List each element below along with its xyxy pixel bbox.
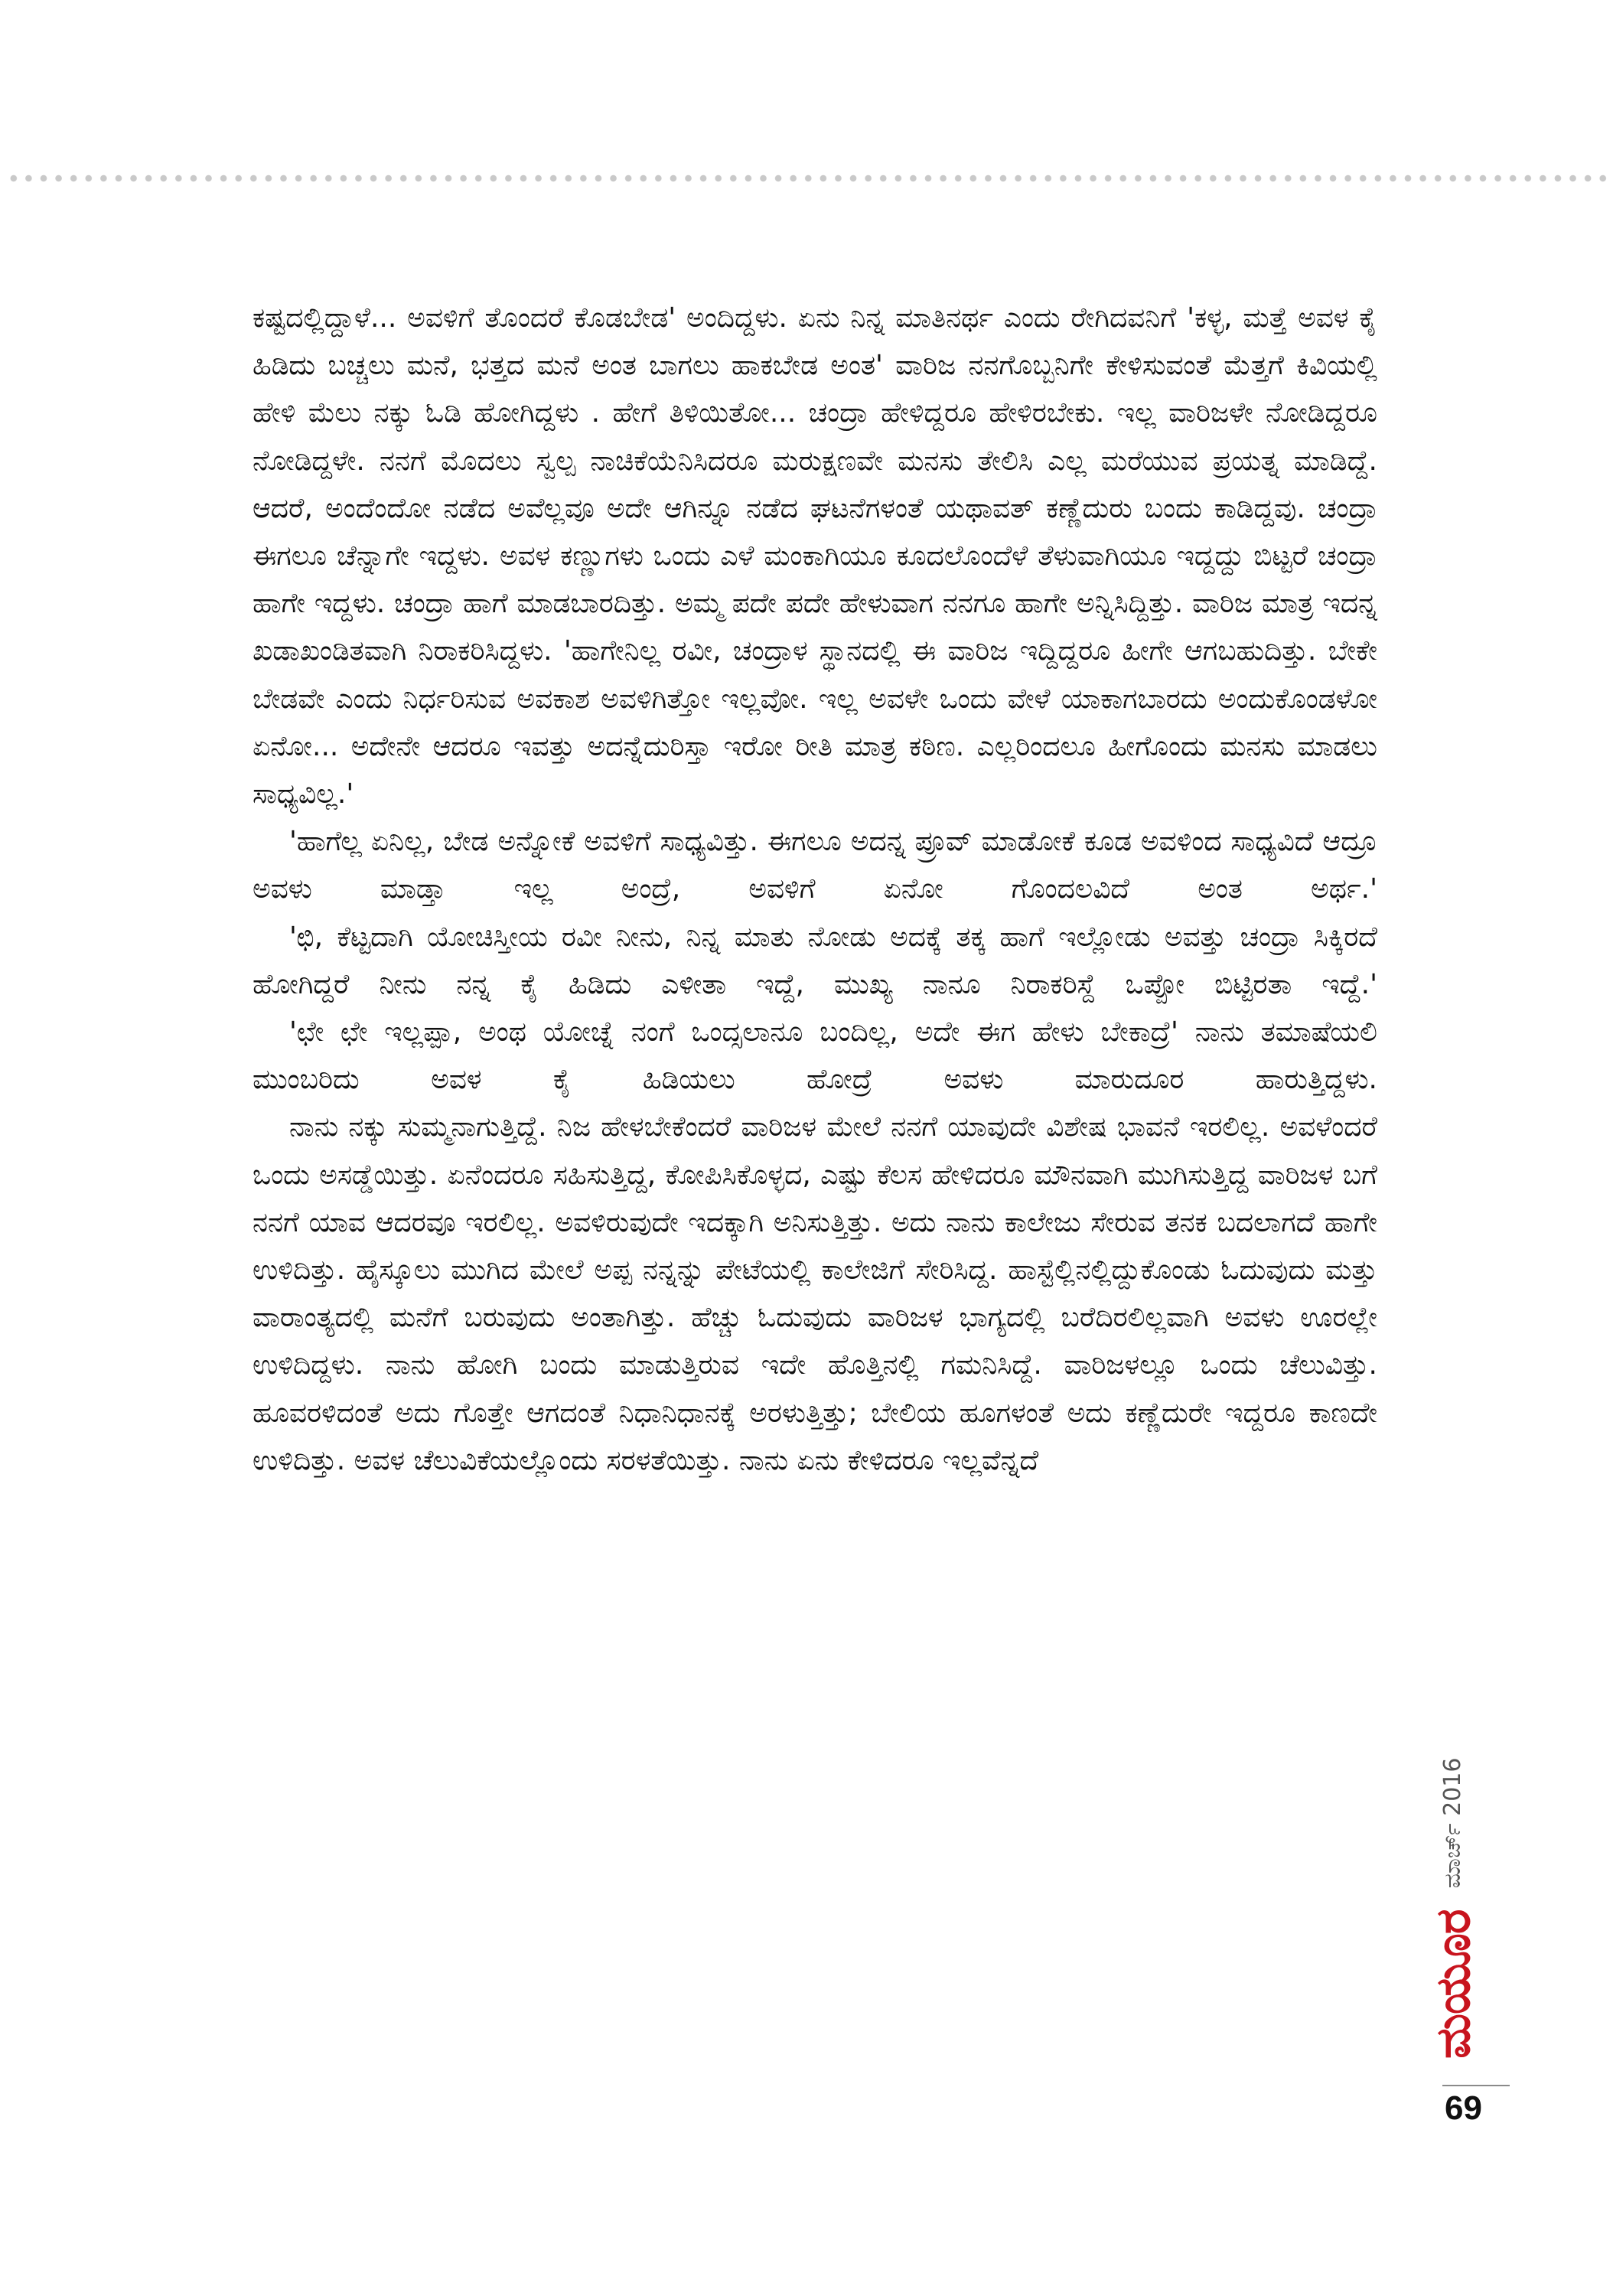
paragraph-4: 'ಛೇ ಛೇ ಇಲ್ಲಪ್ಪಾ, ಅಂಥ ಯೋಚ್ನೆ ನಂಗೆ ಒಂದ್ಸಲಾನೂ ಬಂದಿಲ್ಲ, ಅದೇ ಈಗ ಹೇಳು ಬೇಕಾದ್ರೆ' ನಾನು ತಮಾಷೆಯಲಿ ಮುಂಬರಿದು ಅವಳ ಕೈ ಹಿಡಿಯಲು ಹೋದ್ರೆ ಅವಳು ಮಾರುದೂರ ಹಾರುತ್ತಿದ್ದಳು. <box>253 1016 1377 1096</box>
paragraph-1: ಕಷ್ಟದಲ್ಲಿದ್ದಾಳೆ... ಅವಳಿಗೆ ತೊಂದರೆ ಕೊಡಬೇಡ' ಅಂದಿದ್ದಳು. ಏನು ನಿನ್ನ ಮಾತಿನರ್ಥ ಎಂದು ರೇಗಿದವನಿಗೆ 'ಕಳ್ಳ, ಮತ್ತೆ ಅವಳ ಕೈ ಹಿಡಿದು ಬಚ್ಚಲು ಮನೆ, ಭತ್ತದ ಮನೆ ಅಂತ ಬಾಗಲು ಹಾಕಬೇಡ ಅಂತ' ವಾರಿಜ ನನಗೊಬ್ಬನಿಗೇ ಕೇಳಿಸುವಂತೆ ಮೆತ್ತಗೆ ಕಿವಿಯಲ್ಲಿ ಹೇಳಿ ಮೆಲು ನಕ್ಕು ಓಡಿ ಹೋಗಿದ್ದಳು . ಹೇಗೆ ತಿಳಿಯಿತೋ... ಚಂದ್ರಾ ಹೇಳಿದ್ದರೂ ಹೇಳಿರಬೇಕು. ಇಲ್ಲ ವಾರಿಜಳೇ ನೋಡಿದ್ದರೂ ನೋಡಿದ್ದಳೇ. ನನಗೆ ಮೊದಲು ಸ್ವಲ್ಪ ನಾಚಿಕೆಯೆನಿಸಿದರೂ ಮರುಕ್ಷಣವೇ ಮನಸು ತೇಲಿಸಿ ಎಲ್ಲ ಮರೆಯುವ ಪ್ರಯತ್ನ ಮಾಡಿದ್ದೆ. ಆದರೆ, ಅಂದೆಂದೋ ನಡೆದ ಅವೆಲ್ಲವೂ ಅದೇ ಆಗಿನ್ನೂ ನಡೆದ ಘಟನೆಗಳಂತೆ ಯಥಾವತ್ ಕಣ್ಣೆದುರು ಬಂದು ಕಾಡಿದ್ದವು. ಚಂದ್ರಾ ಈಗಲೂ ಚೆನ್ನಾಗೇ ಇದ್ದಳು. ಅವಳ ಕಣ್ಣುಗಳು ಒಂದು ಎಳೆ ಮಂಕಾಗಿಯೂ ಕೂದಲೊಂದೆಳೆ ತೆಳುವಾಗಿಯೂ ಇದ್ದದ್ದು ಬಿಟ್ಟರೆ ಚಂದ್ರಾ ಹಾಗೇ ಇದ್ದಳು. ಚಂದ್ರಾ ಹಾಗೆ ಮಾಡಬಾರದಿತ್ತು. ಅಮ್ಮ ಪದೇ ಪದೇ ಹೇಳುವಾಗ ನನಗೂ ಹಾಗೇ ಅನ್ನಿಸಿದ್ದಿತ್ತು. ವಾರಿಜ ಮಾತ್ರ ಇದನ್ನ ಖಡಾಖಂಡಿತವಾಗಿ ನಿರಾಕರಿಸಿದ್ದಳು. 'ಹಾಗೇನಿಲ್ಲ ರವೀ, ಚಂದ್ರಾಳ ಸ್ಥಾನದಲ್ಲಿ ಈ ವಾರಿಜ ಇದ್ದಿದ್ದರೂ ಹೀಗೇ ಆಗಬಹುದಿತ್ತು. ಬೇಕೇ ಬೇಡವೇ ಎಂದು ನಿರ್ಧರಿಸುವ ಅವಕಾಶ ಅವಳಿಗಿತ್ತೋ ಇಲ್ಲವೋ. ಇಲ್ಲ ಅವಳೇ ಒಂದು ವೇಳೆ ಯಾಕಾಗಬಾರದು ಅಂದುಕೊಂಡಳೋ ಏನೋ... ಅದೇನೇ ಆದರೂ ಇವತ್ತು ಅದನ್ನೆದುರಿಸ್ತಾ ಇರೋ ರೀತಿ ಮಾತ್ರ ಕಠಿಣ. ಎಲ್ಲರಿಂದಲೂ ಹೀಗೊಂದು ಮನಸು ಮಾಡಲು ಸಾಧ್ಯವಿಲ್ಲ.' <box>253 302 1377 810</box>
paragraph-3: 'ಛಿ, ಕೆಟ್ಟದಾಗಿ ಯೋಚಿಸ್ತೀಯ ರವೀ ನೀನು, ನಿನ್ನ ಮಾತು ನೋಡು ಅದಕ್ಕೆ ತಕ್ಕ ಹಾಗೆ ಇಲ್ಲೋಡು ಅವತ್ತು ಚಂದ್ರಾ ಸಿಕ್ಕಿರದೆ ಹೋಗಿದ್ದರೆ ನೀನು ನನ್ನ ಕೈ ಹಿಡಿದು ಎಳೀತಾ ಇದ್ದೆ, ಮುಖ್ಯ ನಾನೂ ನಿರಾಕರಿಸ್ದೆ ಒಪ್ಪೋ ಬಿಟ್ಟಿರತಾ ಇದ್ದೆ.' <box>253 921 1377 1000</box>
paragraph-2: 'ಹಾಗೆಲ್ಲ ಏನಿಲ್ಲ, ಬೇಡ ಅನ್ನೋಕೆ ಅವಳಿಗೆ ಸಾಧ್ಯವಿತ್ತು. ಈಗಲೂ ಅದನ್ನ ಪ್ರೂವ್ ಮಾಡೋಕೆ ಕೂಡ ಅವಳಿಂದ ಸಾಧ್ಯವಿದೆ ಆದ್ರೂ ಅವಳು ಮಾಡ್ತಾ ಇಲ್ಲ ಅಂದ್ರೆ, ಅವಳಿಗೆ ಏನೋ ಗೊಂದಲವಿದೆ ಅಂತ ಅರ್ಥ.' <box>253 826 1377 905</box>
page-number-rule <box>1442 2085 1510 2086</box>
sidebar-meta <box>1425 1757 1514 2074</box>
magazine-masthead: ಮಯೂರ <box>1425 1910 1481 2059</box>
paragraph-5: ನಾನು ನಕ್ಕು ಸುಮ್ಮನಾಗುತ್ತಿದ್ದೆ. ನಿಜ ಹೇಳಬೇಕೆಂದರೆ ವಾರಿಜಳ ಮೇಲೆ ನನಗೆ ಯಾವುದೇ ವಿಶೇಷ ಭಾವನೆ ಇರಲಿಲ್ಲ. ಅವಳೆಂದರೆ ಒಂದು ಅಸಡ್ಡೆಯಿತ್ತು. ಏನೆಂದರೂ ಸಹಿಸುತ್ತಿದ್ದ, ಕೋಪಿಸಿಕೊಳ್ಳದ, ಎಷ್ಟು ಕೆಲಸ ಹೇಳಿದರೂ ಮೌನವಾಗಿ ಮುಗಿಸುತ್ತಿದ್ದ ವಾರಿಜಳ ಬಗೆ ನನಗೆ ಯಾವ ಆದರವೂ ಇರಲಿಲ್ಲ. ಅವಳಿರುವುದೇ ಇದಕ್ಕಾಗಿ ಅನಿಸುತ್ತಿತ್ತು. ಅದು ನಾನು ಕಾಲೇಜು ಸೇರುವ ತನಕ ಬದಲಾಗದೆ ಹಾಗೇ ಉಳಿದಿತ್ತು. ಹೈಸ್ಕೂಲು ಮುಗಿದ ಮೇಲೆ ಅಪ್ಪ ನನ್ನನ್ನು ಪೇಟೆಯಲ್ಲಿ ಕಾಲೇಜಿಗೆ ಸೇರಿಸಿದ್ದ. ಹಾಸ್ಟೆಲ್ಲಿನಲ್ಲಿದ್ದುಕೊಂಡು ಓದುವುದು ಮತ್ತು ವಾರಾಂತ್ಯದಲ್ಲಿ ಮನೆಗೆ ಬರುವುದು ಅಂತಾಗಿತ್ತು. ಹೆಚ್ಚು ಓದುವುದು ವಾರಿಜಳ ಭಾಗ್ಯದಲ್ಲಿ ಬರೆದಿರಲಿಲ್ಲವಾಗಿ ಅವಳು ಊರಲ್ಲೇ ಉಳಿದಿದ್ದಳು. ನಾನು ಹೋಗಿ ಬಂದು ಮಾಡುತ್ತಿರುವ ಇದೇ ಹೊತ್ತಿನಲ್ಲಿ ಗಮನಿಸಿದ್ದೆ. ವಾರಿಜಳಲ್ಲೂ ಒಂದು ಚೆಲುವಿತ್ತು. ಹೂವರಳಿದಂತೆ ಅದು ಗೊತ್ತೇ ಆಗದಂತೆ ನಿಧಾನಿಧಾನಕ್ಕೆ ಅರಳುತ್ತಿತ್ತು; ಬೇಲಿಯ ಹೂಗಳಂತೆ ಅದು ಕಣ್ಣೆದುರೇ ಇದ್ದರೂ ಕಾಣದೇ ಉಳಿದಿತ್ತು. ಅವಳ ಚೆಲುವಿಕೆಯಲ್ಲೊಂದು ಸರಳತೆಯಿತ್ತು. ನಾನು ಏನು ಕೇಳಿದರೂ ಇಲ್ಲವೆನ್ನದೆ <box>253 1111 1377 1476</box>
top-dotted-rule <box>6 174 1613 182</box>
issue-date: ಮಾರ್ಚ್ 2016 <box>1439 1757 1466 1889</box>
article-body <box>253 295 1377 1485</box>
page-number: 69 <box>1445 2089 1482 2127</box>
